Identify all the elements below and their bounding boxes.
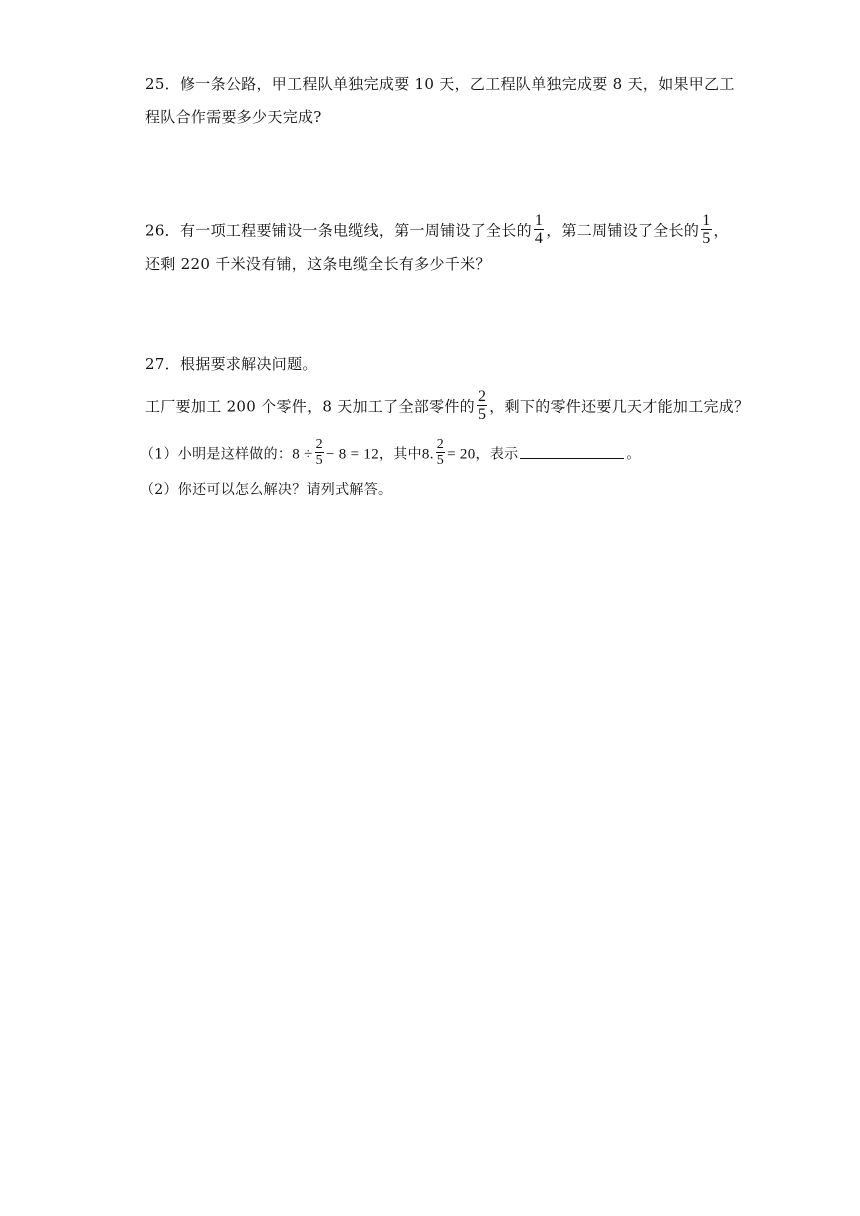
fraction-one-fifth [701,212,711,247]
fraction-numerator: 2 [315,437,323,452]
part-1-separator: . [429,446,434,463]
part-1-math-c: 8 [421,446,430,463]
fraction-two-fifths-formula [315,437,324,468]
fraction-numerator: 2 [436,437,445,452]
part-1-text-c: ，表示 [475,446,519,463]
part-1-math-b: − 8 = 12 [325,446,379,463]
fraction-numerator: 2 [477,388,487,405]
question-27-title: 27．根据要求解决问题。 [145,355,318,373]
question-26-line-2: 还剩 220 千米没有铺，这条电缆全长有多少千米？ [145,255,491,273]
part-1-text-a: （1）小明是这样做的： [140,446,293,463]
question-27-body-text-a: 工厂要加工 200 个零件，8 天加工了全部零件的 [145,397,475,416]
fraction-denominator: 5 [315,453,323,468]
question-25-line-1: 25．修一条公路，甲工程队单独完成要 10 天，乙工程队单独完成要 8 天，如果甲乙工 [145,75,735,93]
fraction-denominator: 5 [702,230,711,247]
fraction-two-fifths-subexpr [436,437,445,468]
fraction-two-fifths [477,388,487,423]
question-27-body-text-b: ，剩下的零件还要几天才能加工完成？ [489,397,750,416]
fraction-one-quarter [534,212,544,247]
question-27-part-2: （2）你还可以怎么解决？请列式解答。 [140,482,393,498]
question-27-body [145,390,749,425]
question-26-line-1 [145,214,729,249]
question-26-text-c: ， [713,221,729,240]
fraction-denominator: 4 [534,230,544,247]
question-25-line-2: 程队合作需要多少天完成? [145,108,322,126]
question-26-text-a: 26．有一项工程要铺设一条电缆线，第一周铺设了全长的 [145,221,532,240]
part-1-text-b: ，其中 [379,446,422,463]
fraction-numerator: 1 [534,212,544,229]
part-1-math-d: = 20 [447,446,476,463]
fraction-denominator: 5 [477,406,487,423]
question-27-part-1 [140,439,641,470]
fraction-numerator: 1 [702,212,711,229]
answer-blank[interactable] [520,444,624,459]
part-1-end: 。 [626,446,641,463]
question-26-text-b: ，第二周铺设了全长的 [546,221,700,240]
fraction-denominator: 5 [436,453,445,468]
part-1-math-a: 8 ÷ [292,446,313,463]
